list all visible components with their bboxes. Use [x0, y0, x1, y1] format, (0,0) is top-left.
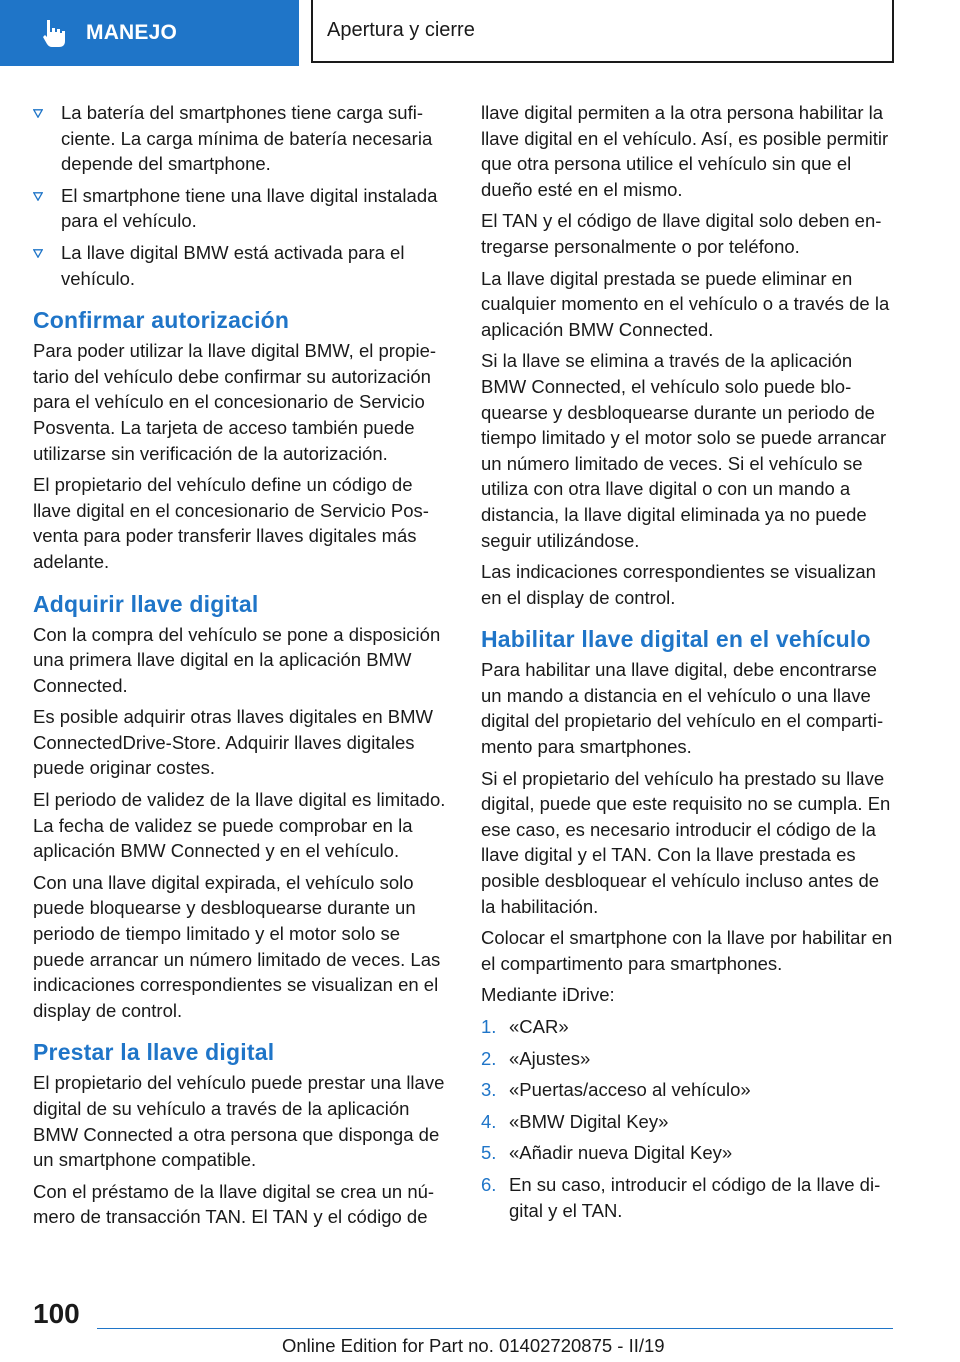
step-item	[481, 1172, 898, 1223]
left-column	[33, 100, 451, 1236]
step-number: 2.	[481, 1047, 497, 1069]
step-text: «CAR»	[509, 1016, 569, 1037]
step-item	[481, 1014, 898, 1040]
triangle-bullet-icon	[33, 109, 43, 118]
paragraph: Con el préstamo de la llave digital se crea un número de transacción TAN. El TAN y el código de	[33, 1180, 435, 1228]
step-text: «BMW Digital Key»	[509, 1110, 669, 1132]
section-title: Apertura y cierre	[327, 19, 475, 41]
paragraph: El propietario del vehículo define un código de llave digital en el concesionario de Servicio Posventa para poder transferir llaves digitales más adelante.	[33, 474, 429, 572]
heading-acquire-digital-key: Adquirir llave digital	[33, 590, 259, 617]
step-number: 6.	[481, 1173, 497, 1195]
paragraph: El propietario del vehículo puede prestar una llave digital de su vehículo a través de la aplicación BMW Connected a otra persona que disponga de un smartphone compatible.	[33, 1072, 445, 1171]
requirements-list	[33, 100, 451, 291]
right-column	[481, 100, 898, 1229]
paragraph: Con una llave digital expirada, el vehículo solo puede bloquearse y desbloquearse durante un periodo de tiempo limitado y el motor solo se puede arrancar un número limitado de veces. Las indicaciones correspondientes se visualizan en el display de control.	[33, 871, 441, 1021]
paragraph: La llave digital prestada se puede eliminar en cualquier momento en el vehículo o a través de la aplicación BMW Connected.	[481, 267, 890, 340]
chapter-title: MANEJO	[86, 21, 178, 44]
heading-enable-digital-key: Habilitar llave digital en el vehículo	[481, 626, 871, 653]
paragraph: Para habilitar una llave digital, debe encontrarse un mando a distancia en el vehículo o una llave digital del propietario del vehículo en el compartimento para smartphones.	[481, 659, 884, 758]
hand-pointer-icon	[38, 16, 72, 50]
step-item	[481, 1109, 898, 1135]
paragraph: Para poder utilizar la llave digital BMW, el propietario del vehículo debe confirmar su autorización para el vehículo en el concesionario de Servicio Posventa. La tarjeta de acceso también puede utilizarse sin verificación de la autorización.	[33, 340, 437, 464]
paragraph: Si la llave se elimina a través de la aplicación BMW Connected, el vehículo solo puede bloquearse y desbloquearse durante un periodo de tiempo limitado y el motor solo se puede arrancar un número limitado de veces. Si el vehículo se utiliza con otra llave digital o con un mando a distancia, la llave digital eliminada ya no puede seguir utilizándose.	[481, 350, 887, 551]
step-text: «Ajustes»	[509, 1047, 591, 1069]
paragraph: Es posible adquirir otras llaves digitales en BMW ConnectedDrive-Store. Adquirir llaves digitales puede originar costes.	[33, 706, 433, 779]
footer-edition-text: Online Edition for Part no. 01402720875 - II/19	[282, 1335, 665, 1356]
paragraph: Las indicaciones correspondientes se visualizan en el display de control.	[481, 561, 876, 608]
idrive-steps-list	[481, 1014, 898, 1223]
paragraph: El TAN y el código de llave digital solo deben entregarse personalmente o por teléfono.	[481, 210, 882, 257]
triangle-bullet-icon	[33, 249, 43, 258]
step-item	[481, 1077, 898, 1103]
section-header	[311, 0, 894, 63]
page-number: 100	[33, 1298, 80, 1329]
list-item: La batería del smartphones tiene carga suficiente. La carga mínima de batería necesaria depende del smartphone.	[33, 100, 451, 177]
chapter-tab	[0, 0, 299, 66]
paragraph: Mediante iDrive:	[481, 984, 615, 1006]
step-number: 4.	[481, 1110, 497, 1132]
heading-lend-digital-key: Prestar la llave digital	[33, 1039, 275, 1066]
step-text: «Añadir nueva Digital Key»	[509, 1142, 733, 1164]
step-item	[481, 1140, 898, 1166]
list-item: La llave digital BMW está activada para el vehículo.	[33, 240, 451, 291]
footer-divider	[97, 1328, 893, 1329]
paragraph: El periodo de validez de la llave digital es limitado. La fecha de validez se puede comprobar en la aplicación BMW Connected y en el vehículo.	[33, 789, 446, 862]
step-text: En su caso, introducir el código de la llave digital y el TAN.	[509, 1173, 881, 1221]
triangle-bullet-icon	[33, 192, 43, 201]
step-number: 5.	[481, 1142, 497, 1164]
paragraph: Si el propietario del vehículo ha prestado su llave digital, puede que este requisito no se cumpla. En ese caso, es necesario introducir el código de la llave digital y el TAN. Con la llave prestada es posible desbloquear el vehículo incluso antes de la habilitación.	[481, 767, 891, 917]
paragraph: Con la compra del vehículo se pone a disposición una primera llave digital en la aplicación BMW Connected.	[33, 623, 441, 696]
step-text: «Puertas/acceso al vehículo»	[509, 1079, 751, 1101]
list-item: El smartphone tiene una llave digital instalada para el vehículo.	[33, 183, 451, 234]
step-number: 3.	[481, 1079, 497, 1101]
step-item	[481, 1046, 898, 1072]
step-number: 1.	[481, 1016, 497, 1037]
paragraph: llave digital permiten a la otra persona habilitar la llave digital en el vehículo. Así, es posible permitir que otra persona utilice el vehículo sin que el dueño esté en el mismo.	[481, 102, 889, 200]
paragraph: Colocar el smartphone con la llave por habilitar en el compartimento para smartphones.	[481, 927, 893, 974]
heading-confirm-authorization: Confirmar autorización	[33, 307, 290, 334]
